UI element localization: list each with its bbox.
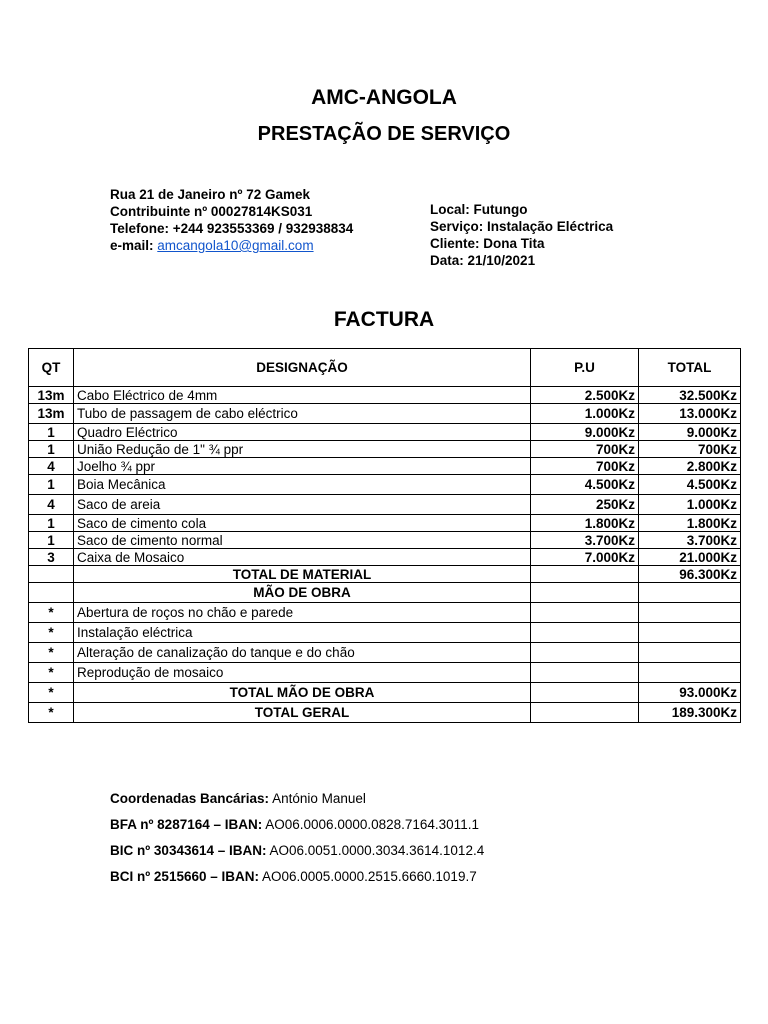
table-header-row	[29, 349, 741, 387]
total-geral-label: TOTAL GERAL	[74, 703, 531, 723]
table-row	[29, 404, 741, 424]
company-contribuinte: Contribuinte nº 00027814KS031	[110, 204, 313, 219]
row-pu: 7.000Kz	[531, 549, 639, 566]
row-total: 21.000Kz	[639, 549, 741, 566]
row-pu: 4.500Kz	[531, 475, 639, 495]
table-row	[29, 623, 741, 643]
table-row	[29, 424, 741, 441]
row-total: 13.000Kz	[639, 404, 741, 424]
table-row	[29, 532, 741, 549]
table-row	[29, 663, 741, 683]
row-total: 1.000Kz	[639, 495, 741, 515]
empty-cell	[531, 663, 639, 683]
total-mao-obra-row	[29, 683, 741, 703]
empty-cell	[639, 663, 741, 683]
total-geral-row	[29, 703, 741, 723]
total-mao-obra-value: 93.000Kz	[639, 683, 741, 703]
row-qt: *	[29, 663, 74, 683]
bank-coord-label: Coordenadas Bancárias:	[110, 791, 270, 806]
company-info	[110, 186, 353, 254]
empty-cell	[531, 583, 639, 603]
table-row	[29, 515, 741, 532]
row-total: 1.800Kz	[639, 515, 741, 532]
header-pu: P.U	[531, 349, 639, 387]
table-row	[29, 549, 741, 566]
mao-de-obra-row	[29, 583, 741, 603]
empty-cell	[29, 566, 74, 583]
bank-account-label: BIC nº 30343614 – IBAN:	[110, 843, 267, 858]
bank-details	[110, 786, 484, 890]
factura-title: FACTURA	[333, 308, 435, 331]
header-total: TOTAL	[639, 349, 741, 387]
row-qt: 1	[29, 532, 74, 549]
row-desc: Reprodução de mosaico	[74, 663, 531, 683]
row-pu: 9.000Kz	[531, 424, 639, 441]
row-qt: 1	[29, 515, 74, 532]
row-desc: Caixa de Mosaico	[74, 549, 531, 566]
row-qt: 13m	[29, 404, 74, 424]
row-desc: Alteração de canalização do tanque e do chão	[74, 643, 531, 663]
row-qt: *	[29, 703, 74, 723]
total-material-row	[29, 566, 741, 583]
bank-account	[110, 864, 484, 890]
row-pu: 1.800Kz	[531, 515, 639, 532]
total-mao-obra-label: TOTAL MÃO DE OBRA	[74, 683, 531, 703]
bank-account	[110, 812, 484, 838]
row-desc: Instalação eléctrica	[74, 623, 531, 643]
row-desc: Saco de cimento cola	[74, 515, 531, 532]
table-row	[29, 475, 741, 495]
row-qt: 4	[29, 495, 74, 515]
company-email-row	[110, 237, 353, 254]
job-local: Local: Futungo	[430, 202, 528, 217]
row-desc: Saco de cimento normal	[74, 532, 531, 549]
header-designacao: DESIGNAÇÃO	[74, 349, 531, 387]
document-subtitle: PRESTAÇÃO DE SERVIÇO	[257, 123, 511, 145]
bank-account	[110, 838, 484, 864]
row-pu: 700Kz	[531, 458, 639, 475]
row-total: 4.500Kz	[639, 475, 741, 495]
row-pu: 3.700Kz	[531, 532, 639, 549]
job-cliente: Cliente: Dona Tita	[430, 236, 545, 251]
row-total: 3.700Kz	[639, 532, 741, 549]
row-total: 32.500Kz	[639, 387, 741, 404]
row-desc: Saco de areia	[74, 495, 531, 515]
bank-coord-name: António Manuel	[272, 791, 366, 806]
row-qt: 1	[29, 475, 74, 495]
row-total: 2.800Kz	[639, 458, 741, 475]
table-row	[29, 458, 741, 475]
row-desc: Cabo Eléctrico de 4mm	[74, 387, 531, 404]
row-pu: 700Kz	[531, 441, 639, 458]
row-desc: Quadro Eléctrico	[74, 424, 531, 441]
table-row	[29, 387, 741, 404]
table-row	[29, 603, 741, 623]
bank-account-iban: AO06.0051.0000.3034.3614.1012.4	[269, 843, 485, 858]
email-label: e-mail:	[110, 238, 154, 253]
empty-cell	[639, 623, 741, 643]
empty-cell	[29, 583, 74, 603]
job-servico: Serviço: Instalação Eléctrica	[430, 219, 614, 234]
company-address: Rua 21 de Janeiro nº 72 Gamek	[110, 187, 311, 202]
row-qt: 4	[29, 458, 74, 475]
job-data: Data: 21/10/2021	[430, 253, 536, 268]
empty-cell	[531, 566, 639, 583]
row-qt: *	[29, 623, 74, 643]
table-row	[29, 441, 741, 458]
row-total: 700Kz	[639, 441, 741, 458]
row-qt: *	[29, 643, 74, 663]
header-qt: QT	[29, 349, 74, 387]
empty-cell	[639, 643, 741, 663]
row-qt: *	[29, 603, 74, 623]
row-desc: Boia Mecânica	[74, 475, 531, 495]
total-material-label: TOTAL DE MATERIAL	[74, 566, 531, 583]
empty-cell	[639, 583, 741, 603]
empty-cell	[639, 603, 741, 623]
row-qt: 1	[29, 424, 74, 441]
empty-cell	[531, 623, 639, 643]
row-desc: Tubo de passagem de cabo eléctrico	[74, 404, 531, 424]
table-row	[29, 643, 741, 663]
mao-de-obra-label: MÃO DE OBRA	[74, 583, 531, 603]
empty-cell	[531, 643, 639, 663]
row-desc: União Redução de 1" ¾ ppr	[74, 441, 531, 458]
empty-cell	[531, 703, 639, 723]
table-row	[29, 495, 741, 515]
empty-cell	[531, 683, 639, 703]
company-title: AMC-ANGOLA	[311, 86, 457, 109]
row-pu: 1.000Kz	[531, 404, 639, 424]
job-info	[430, 201, 613, 269]
row-qt: *	[29, 683, 74, 703]
bank-account-iban: AO06.0006.0000.0828.7164.3011.1	[265, 817, 479, 832]
row-total: 9.000Kz	[639, 424, 741, 441]
bank-account-label: BFA nº 8287164 – IBAN:	[110, 817, 263, 832]
row-qt: 13m	[29, 387, 74, 404]
row-pu: 2.500Kz	[531, 387, 639, 404]
bank-coordinates	[110, 786, 484, 812]
row-pu: 250Kz	[531, 495, 639, 515]
row-desc: Abertura de roços no chão e parede	[74, 603, 531, 623]
empty-cell	[531, 603, 639, 623]
row-qt: 3	[29, 549, 74, 566]
bank-account-label: BCI nº 2515660 – IBAN:	[110, 869, 259, 884]
invoice-table	[28, 348, 741, 723]
row-qt: 1	[29, 441, 74, 458]
company-telefone: Telefone: +244 923553369 / 932938834	[110, 221, 354, 236]
row-desc: Joelho ¾ ppr	[74, 458, 531, 475]
bank-account-iban: AO06.0005.0000.2515.6660.1019.7	[262, 869, 477, 884]
total-material-value: 96.300Kz	[639, 566, 741, 583]
email-link[interactable]: amcangola10@gmail.com	[157, 238, 314, 253]
total-geral-value: 189.300Kz	[639, 703, 741, 723]
